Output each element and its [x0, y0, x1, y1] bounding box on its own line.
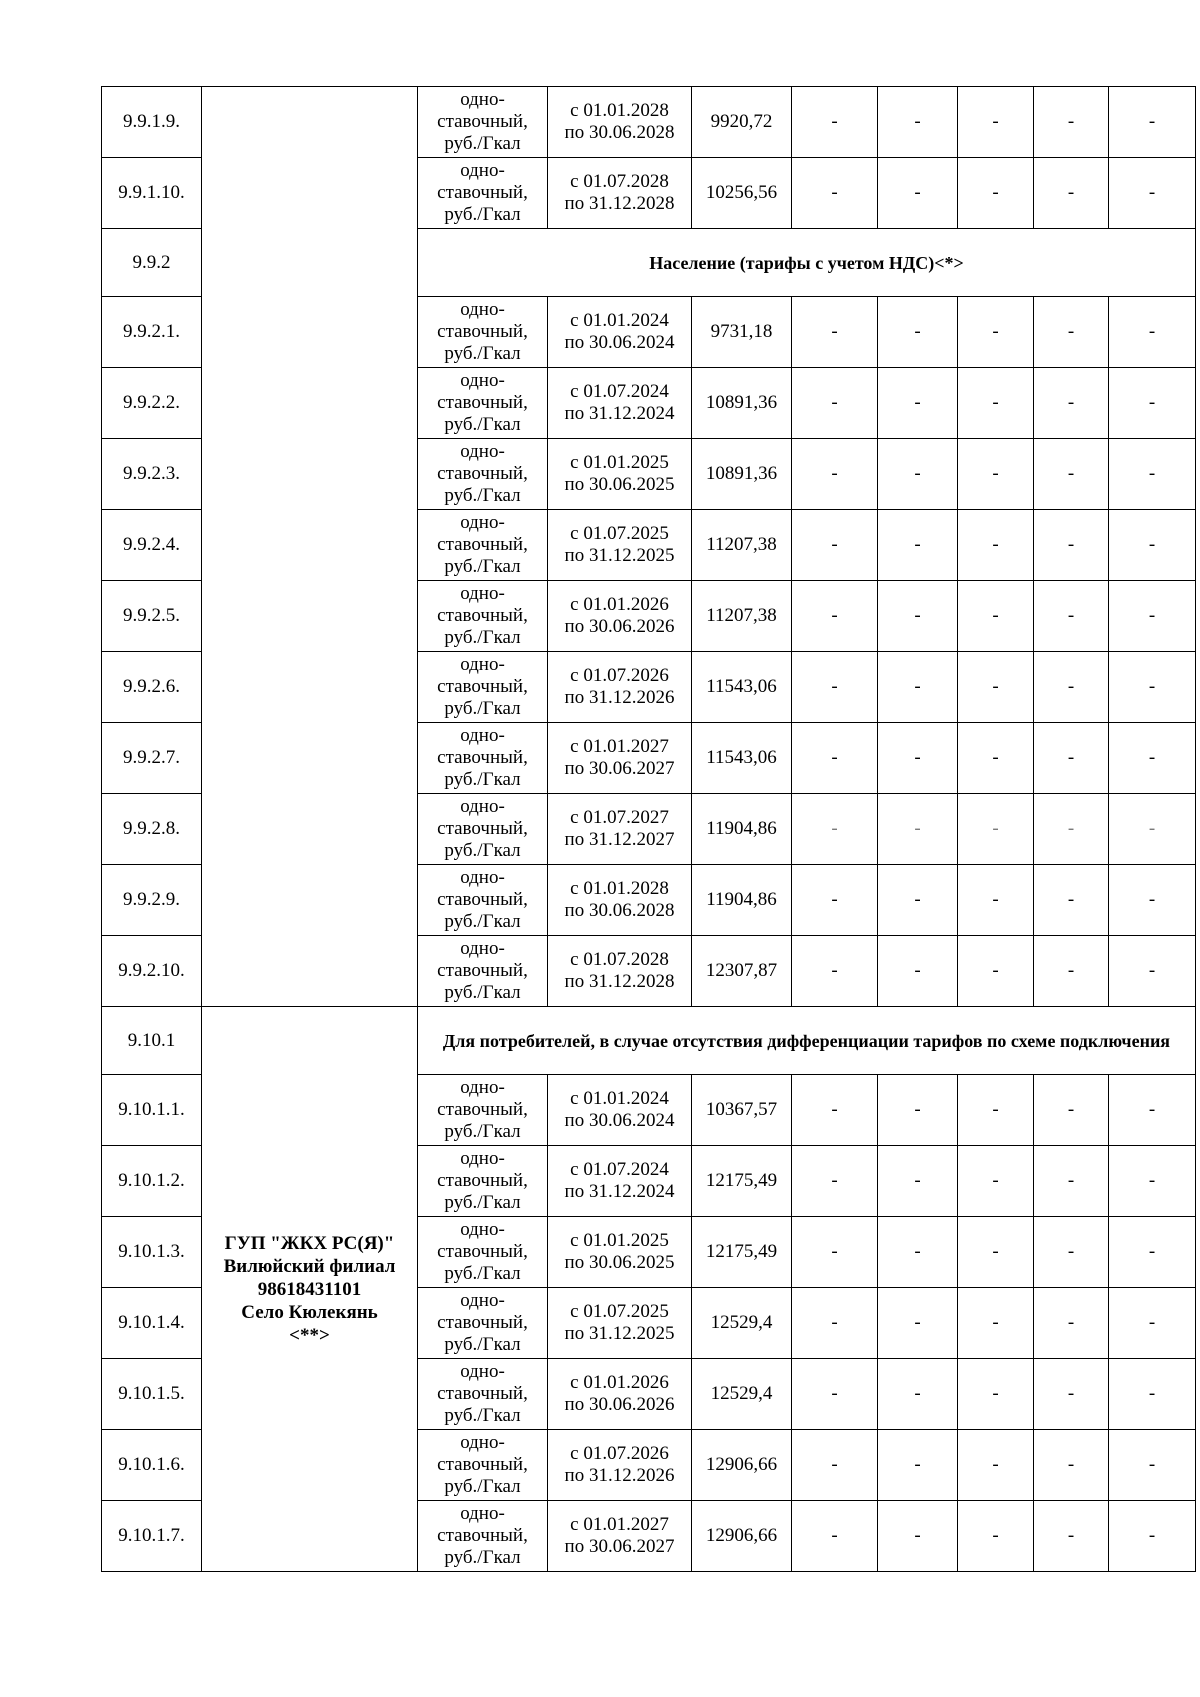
row-number: 9.9.2.1. [102, 297, 202, 368]
empty-value-cell: - [792, 87, 878, 158]
empty-value-cell: - [958, 936, 1034, 1007]
row-number: 9.9.2 [102, 229, 202, 297]
empty-value-cell: - [792, 1288, 878, 1359]
tariff-value: 9920,72 [692, 87, 792, 158]
empty-value-cell: - [958, 87, 1034, 158]
empty-value-cell: - [1109, 87, 1196, 158]
empty-value-cell: - [1109, 1217, 1196, 1288]
rate-type: одно- ставочный, руб./Гкал [418, 297, 548, 368]
empty-value-cell: - [792, 865, 878, 936]
row-number: 9.9.2.6. [102, 652, 202, 723]
empty-value-cell: - [878, 1501, 958, 1572]
empty-value-cell: - [958, 1430, 1034, 1501]
empty-value-cell: - [878, 865, 958, 936]
empty-value-cell: - [1109, 297, 1196, 368]
tariff-value: 10256,56 [692, 158, 792, 229]
empty-value-cell: - [792, 1501, 878, 1572]
rate-type: одно- ставочный, руб./Гкал [418, 865, 548, 936]
empty-value-cell: - [1109, 510, 1196, 581]
empty-value-cell: - [878, 297, 958, 368]
empty-value-cell: - [878, 1430, 958, 1501]
row-number: 9.10.1.1. [102, 1075, 202, 1146]
empty-value-cell: - [958, 865, 1034, 936]
empty-value-cell: - [878, 1146, 958, 1217]
empty-value-cell: - [878, 87, 958, 158]
section-title: Население (тарифы с учетом НДС)<*> [418, 229, 1196, 297]
tariff-table [101, 86, 1196, 1572]
empty-value-cell: - [792, 1359, 878, 1430]
rate-type: одно- ставочный, руб./Гкал [418, 652, 548, 723]
empty-value-cell: - [1034, 652, 1109, 723]
period: с 01.07.2026 по 31.12.2026 [548, 652, 692, 723]
tariff-value: 11904,86 [692, 794, 792, 865]
empty-value-cell: - [878, 368, 958, 439]
rate-type: одно- ставочный, руб./Гкал [418, 368, 548, 439]
period: с 01.01.2026 по 30.06.2026 [548, 1359, 692, 1430]
empty-value-cell: - [1109, 936, 1196, 1007]
empty-value-cell: - [878, 439, 958, 510]
section-header-row [102, 1007, 1196, 1075]
empty-value-cell: - [1109, 1430, 1196, 1501]
empty-value-cell: - [958, 1075, 1034, 1146]
empty-value-cell: - [792, 510, 878, 581]
org-line3: 98618431101 [257, 1278, 362, 1300]
empty-value-cell: - [958, 794, 1034, 865]
tariff-value: 12529,4 [692, 1359, 792, 1430]
tariff-value: 10891,36 [692, 368, 792, 439]
empty-value-cell: - [1034, 368, 1109, 439]
tariff-value: 12906,66 [692, 1501, 792, 1572]
empty-value-cell: - [1034, 510, 1109, 581]
row-number: 9.9.2.8. [102, 794, 202, 865]
rate-type: одно- ставочный, руб./Гкал [418, 1217, 548, 1288]
empty-value-cell: - [958, 439, 1034, 510]
tariff-value: 10367,57 [692, 1075, 792, 1146]
row-number: 9.10.1.5. [102, 1359, 202, 1430]
empty-value-cell: - [1109, 439, 1196, 510]
empty-value-cell: - [792, 1146, 878, 1217]
empty-value-cell: - [1109, 368, 1196, 439]
row-number: 9.10.1 [102, 1007, 202, 1075]
rate-type: одно- ставочный, руб./Гкал [418, 794, 548, 865]
period: с 01.01.2027 по 30.06.2027 [548, 723, 692, 794]
row-number: 9.9.1.9. [102, 87, 202, 158]
row-number: 9.9.2.2. [102, 368, 202, 439]
empty-value-cell: - [958, 1146, 1034, 1217]
rate-type: одно- ставочный, руб./Гкал [418, 936, 548, 1007]
empty-value-cell: - [958, 1501, 1034, 1572]
empty-value-cell: - [958, 297, 1034, 368]
row-number: 9.9.2.10. [102, 936, 202, 1007]
empty-value-cell: - [958, 158, 1034, 229]
empty-value-cell: - [958, 368, 1034, 439]
rate-type: одно- ставочный, руб./Гкал [418, 1075, 548, 1146]
row-number: 9.10.1.3. [102, 1217, 202, 1288]
empty-value-cell: - [792, 723, 878, 794]
empty-value-cell: - [1034, 1217, 1109, 1288]
tariff-table-body [102, 87, 1196, 1572]
rate-type: одно- ставочный, руб./Гкал [418, 439, 548, 510]
period: с 01.07.2027 по 31.12.2027 [548, 794, 692, 865]
empty-value-cell: - [878, 723, 958, 794]
empty-value-cell: - [1109, 865, 1196, 936]
period: с 01.07.2026 по 31.12.2026 [548, 1430, 692, 1501]
tariff-value: 11904,86 [692, 865, 792, 936]
empty-value-cell: - [1034, 1430, 1109, 1501]
period: с 01.01.2027 по 30.06.2027 [548, 1501, 692, 1572]
empty-value-cell: - [1109, 581, 1196, 652]
rate-type: одно- ставочный, руб./Гкал [418, 510, 548, 581]
empty-value-cell: - [878, 936, 958, 1007]
period: с 01.01.2026 по 30.06.2026 [548, 581, 692, 652]
rate-type: одно- ставочный, руб./Гкал [418, 723, 548, 794]
empty-value-cell: - [878, 1217, 958, 1288]
period: с 01.01.2028 по 30.06.2028 [548, 865, 692, 936]
tariff-value: 11543,06 [692, 652, 792, 723]
empty-value-cell: - [878, 1288, 958, 1359]
period: с 01.07.2025 по 31.12.2025 [548, 510, 692, 581]
tariff-value: 11543,06 [692, 723, 792, 794]
org-line2: Вилюйский филиал [223, 1255, 396, 1277]
row-number: 9.9.2.7. [102, 723, 202, 794]
empty-value-cell: - [1034, 1359, 1109, 1430]
empty-value-cell: - [878, 1075, 958, 1146]
empty-value-cell: - [792, 936, 878, 1007]
period: с 01.07.2025 по 31.12.2025 [548, 1288, 692, 1359]
empty-value-cell: - [792, 1075, 878, 1146]
empty-value-cell: - [792, 1430, 878, 1501]
empty-value-cell: - [1034, 297, 1109, 368]
empty-value-cell: - [1034, 794, 1109, 865]
empty-value-cell: - [878, 158, 958, 229]
empty-value-cell: - [958, 581, 1034, 652]
empty-value-cell: - [1034, 158, 1109, 229]
empty-value-cell: - [878, 652, 958, 723]
empty-value-cell: - [958, 1359, 1034, 1430]
tariff-value: 12906,66 [692, 1430, 792, 1501]
rate-type: одно- ставочный, руб./Гкал [418, 1288, 548, 1359]
row-number: 9.9.2.9. [102, 865, 202, 936]
empty-value-cell: - [792, 581, 878, 652]
tariff-value: 12175,49 [692, 1146, 792, 1217]
period: с 01.07.2024 по 31.12.2024 [548, 368, 692, 439]
row-number: 9.10.1.6. [102, 1430, 202, 1501]
empty-value-cell: - [1109, 1288, 1196, 1359]
table-row [102, 87, 1196, 158]
tariff-value: 12307,87 [692, 936, 792, 1007]
tariff-value: 9731,18 [692, 297, 792, 368]
empty-value-cell: - [878, 794, 958, 865]
period: с 01.07.2028 по 31.12.2028 [548, 158, 692, 229]
rate-type: одно- ставочный, руб./Гкал [418, 1501, 548, 1572]
rate-type: одно- ставочный, руб./Гкал [418, 1359, 548, 1430]
row-number: 9.9.1.10. [102, 158, 202, 229]
row-number: 9.9.2.3. [102, 439, 202, 510]
empty-value-cell: - [1109, 1146, 1196, 1217]
empty-value-cell: - [792, 1217, 878, 1288]
empty-value-cell: - [878, 1359, 958, 1430]
period: с 01.07.2028 по 31.12.2028 [548, 936, 692, 1007]
empty-value-cell: - [958, 1217, 1034, 1288]
org-cell-empty [202, 87, 418, 1007]
period: с 01.01.2024 по 30.06.2024 [548, 1075, 692, 1146]
org-line5: <**> [289, 1324, 330, 1346]
rate-type: одно- ставочный, руб./Гкал [418, 1430, 548, 1501]
period: с 01.01.2024 по 30.06.2024 [548, 297, 692, 368]
empty-value-cell: - [792, 439, 878, 510]
tariff-value: 12175,49 [692, 1217, 792, 1288]
empty-value-cell: - [792, 794, 878, 865]
empty-value-cell: - [1034, 865, 1109, 936]
empty-value-cell: - [1034, 1075, 1109, 1146]
empty-value-cell: - [958, 652, 1034, 723]
empty-value-cell: - [1034, 581, 1109, 652]
empty-value-cell: - [878, 581, 958, 652]
row-number: 9.10.1.4. [102, 1288, 202, 1359]
empty-value-cell: - [1034, 87, 1109, 158]
empty-value-cell: - [792, 297, 878, 368]
row-number: 9.9.2.5. [102, 581, 202, 652]
tariff-value: 12529,4 [692, 1288, 792, 1359]
empty-value-cell: - [1109, 158, 1196, 229]
period: с 01.07.2024 по 31.12.2024 [548, 1146, 692, 1217]
empty-value-cell: - [792, 368, 878, 439]
rate-type: одно- ставочный, руб./Гкал [418, 1146, 548, 1217]
empty-value-cell: - [1034, 1501, 1109, 1572]
empty-value-cell: - [958, 1288, 1034, 1359]
empty-value-cell: - [1109, 723, 1196, 794]
org-line4: Село Кюлекянь [241, 1301, 378, 1323]
empty-value-cell: - [1034, 439, 1109, 510]
empty-value-cell: - [1034, 936, 1109, 1007]
empty-value-cell: - [792, 652, 878, 723]
section-title: Для потребителей, в случае отсутствия дифференциации тарифов по схеме подключения [418, 1007, 1196, 1075]
empty-value-cell: - [792, 158, 878, 229]
tariff-value: 10891,36 [692, 439, 792, 510]
empty-value-cell: - [1034, 1146, 1109, 1217]
empty-value-cell: - [878, 510, 958, 581]
tariff-value: 11207,38 [692, 581, 792, 652]
rate-type: одно- ставочный, руб./Гкал [418, 87, 548, 158]
period: с 01.01.2028 по 30.06.2028 [548, 87, 692, 158]
empty-value-cell: - [958, 723, 1034, 794]
empty-value-cell: - [1109, 1075, 1196, 1146]
empty-value-cell: - [1109, 652, 1196, 723]
rate-type: одно- ставочный, руб./Гкал [418, 158, 548, 229]
period: с 01.01.2025 по 30.06.2025 [548, 1217, 692, 1288]
row-number: 9.10.1.7. [102, 1501, 202, 1572]
empty-value-cell: - [1109, 1501, 1196, 1572]
empty-value-cell: - [1109, 1359, 1196, 1430]
org-cell [202, 1007, 418, 1572]
empty-value-cell: - [1034, 723, 1109, 794]
period: с 01.01.2025 по 30.06.2025 [548, 439, 692, 510]
org-line1: ГУП "ЖКХ РС(Я)" [224, 1232, 395, 1254]
empty-value-cell: - [1034, 1288, 1109, 1359]
empty-value-cell: - [1109, 794, 1196, 865]
row-number: 9.9.2.4. [102, 510, 202, 581]
tariff-value: 11207,38 [692, 510, 792, 581]
row-number: 9.10.1.2. [102, 1146, 202, 1217]
empty-value-cell: - [958, 510, 1034, 581]
rate-type: одно- ставочный, руб./Гкал [418, 581, 548, 652]
